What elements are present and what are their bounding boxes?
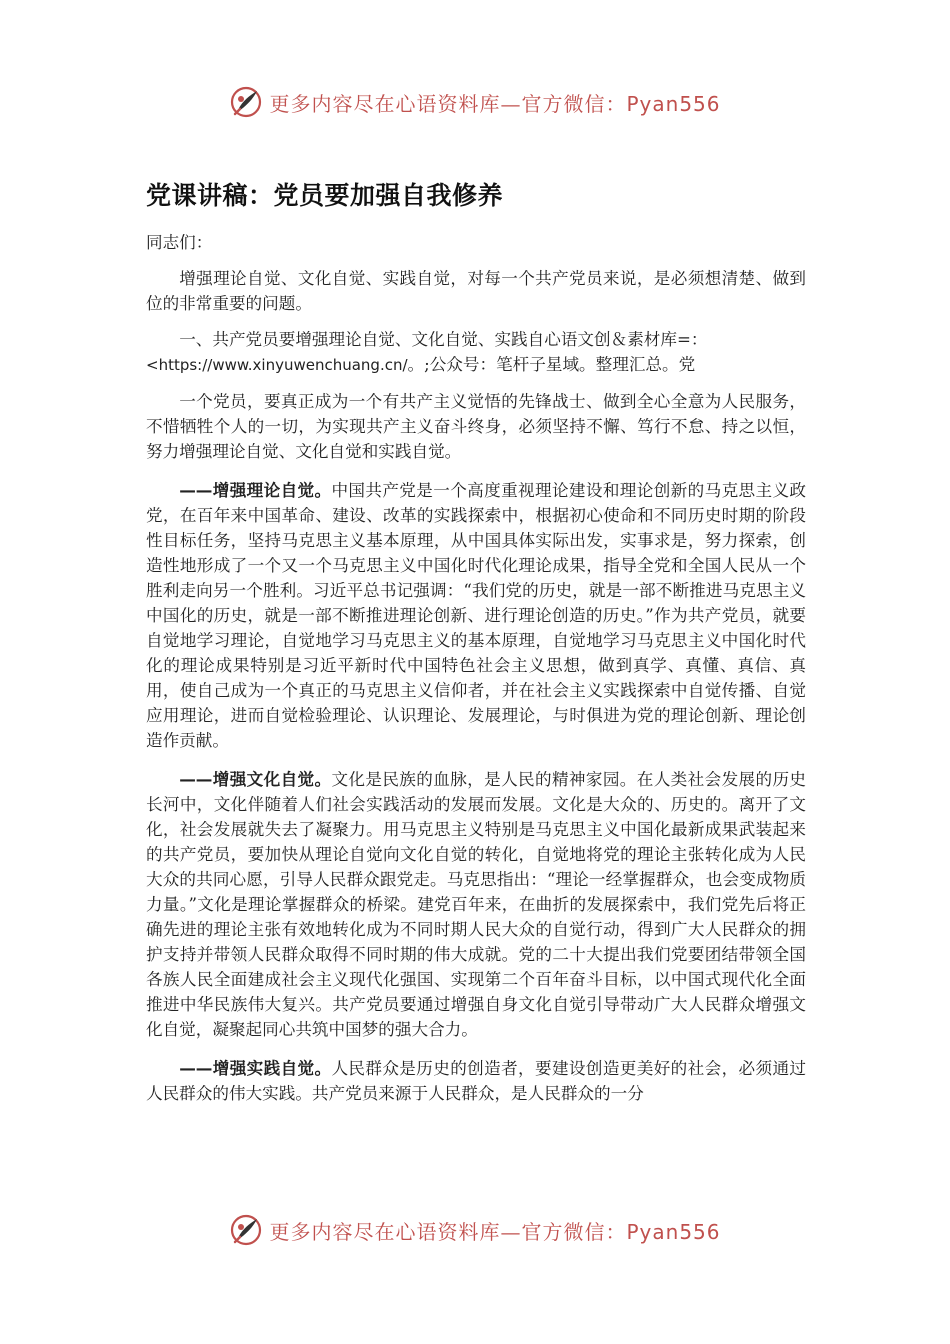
theory-body: 中国共产党是一个高度重视理论建设和理论创新的马克思主义政党，在百年来中国革命、建设、改革的实践探索中，根据初心使命和不同历史时期的阶段性目标任务，坚持马克思主义基本原理，从中国具体实际出发，实事求是，努力探索，创造性地形成了一个又一个马克思主义中国化时代化理论成果，指导全党和全国人民从一个胜利走向另一个胜利。习近平总书记强调：“我们党的历史，就是一部不断推进马克思主义中国化的历史，就是一部不断推进理论创新、进行理论创造的历史。”作为共产党员，就要自觉地学习理论，自觉地学习马克思主义的基本原理，自觉地学习马克思主义中国化时代化的理论成果特别是习近平新时代中国特色社会主义思想，做到真学、真懂、真信、真用，使自己成为一个真正的马克思主义信仰者，并在社会主义实践探索中自觉传播、自觉应用理论，进而自觉检验理论、认识理论、发展理论，与时俱进为党的理论创新、理论创造作贡献。 xyxy=(146,481,807,750)
quill-logo-icon xyxy=(229,1213,263,1247)
intro-paragraph: 增强理论自觉、文化自觉、实践自觉，对每一个共产党员来说，是必须想清楚、做到位的非常重要的问题。 xyxy=(146,269,806,313)
culture-paragraph xyxy=(146,767,806,1042)
practice-lead: ——增强实践自觉。 xyxy=(179,1059,332,1078)
culture-body: 文化是民族的血脉，是人民的精神家园。在人类社会发展的历史长河中，文化伴随着人们社会实践活动的发展而发展。文化是大众的、历史的。离开了文化，社会发展就失去了凝聚力。用马克思主义特别是马克思主义中国化最新成果武装起来的共产党员，要加快从理论自觉向文化自觉的转化，自觉地将党的理论主张转化成为人民大众的共同心愿，引导人民群众跟党走。马克思指出：“理论一经掌握群众，也会变成物质力量。”文化是理论掌握群众的桥梁。建党百年来，在曲折的发展探索中，我们党先后将正确先进的理论主张有效地转化成为不同时期人民大众的自觉行动，得到广大人民群众的拥护支持并带领人民群众取得不同时期的伟大成就。党的二十大提出我们党要团结带领全国各族人民全面建成社会主义现代化强国、实现第二个百年奋斗目标，以中国式现代化全面推进中华民族伟大复兴。共产党员要通过增强自身文化自觉引导带动广大人民群众增强文化自觉，凝聚起同心共筑中国梦的强大合力。 xyxy=(146,770,807,1039)
watermark-wechat: Pyan556 xyxy=(626,1219,721,1244)
document-body xyxy=(146,230,806,1117)
practice-paragraph xyxy=(146,1056,806,1106)
footer-watermark-banner xyxy=(0,1208,950,1252)
culture-lead: ——增强文化自觉。 xyxy=(179,770,332,789)
quill-logo-icon xyxy=(229,85,263,119)
section-heading-text: 一、共产党员要增强理论自觉、文化自觉、实践自心语文创＆素材库=： xyxy=(179,330,708,349)
theory-paragraph xyxy=(146,478,806,753)
header-watermark-banner xyxy=(0,80,950,124)
watermark-label: 更多内容尽在心语资料库—官方微信： xyxy=(269,91,627,116)
watermark-text xyxy=(269,1216,720,1245)
practice-body: 人民群众是历史的创造者，要建设创造更美好的社会，必须通过人民群众的伟大实践。共产党员来源于人民群众，是人民群众的一分 xyxy=(146,1059,807,1103)
duty-paragraph: 一个党员，要真正成为一个有共产主义觉悟的先锋战士、做到全心全意为人民服务，不惜牺牲个人的一切，为实现共产主义奋斗终身，必须坚持不懈、笃行不怠、持之以恒，努力增强理论自觉、文化自觉和实践自觉。 xyxy=(146,392,806,461)
section-heading xyxy=(146,327,806,378)
watermark-url: <https://www.xinyuwenchuang.cn/ xyxy=(146,356,408,374)
greeting: 同志们： xyxy=(146,233,213,252)
theory-lead: ——增强理论自觉。 xyxy=(179,481,332,500)
page-title: 党课讲稿：党员要加强自我修养 xyxy=(146,181,504,210)
watermark-text xyxy=(269,88,720,117)
watermark-label: 更多内容尽在心语资料库—官方微信： xyxy=(269,1219,627,1244)
watermark-wechat: Pyan556 xyxy=(626,91,721,116)
section-heading-tail: 。;公众号：笔杆子星域。整理汇总。党 xyxy=(407,355,696,374)
